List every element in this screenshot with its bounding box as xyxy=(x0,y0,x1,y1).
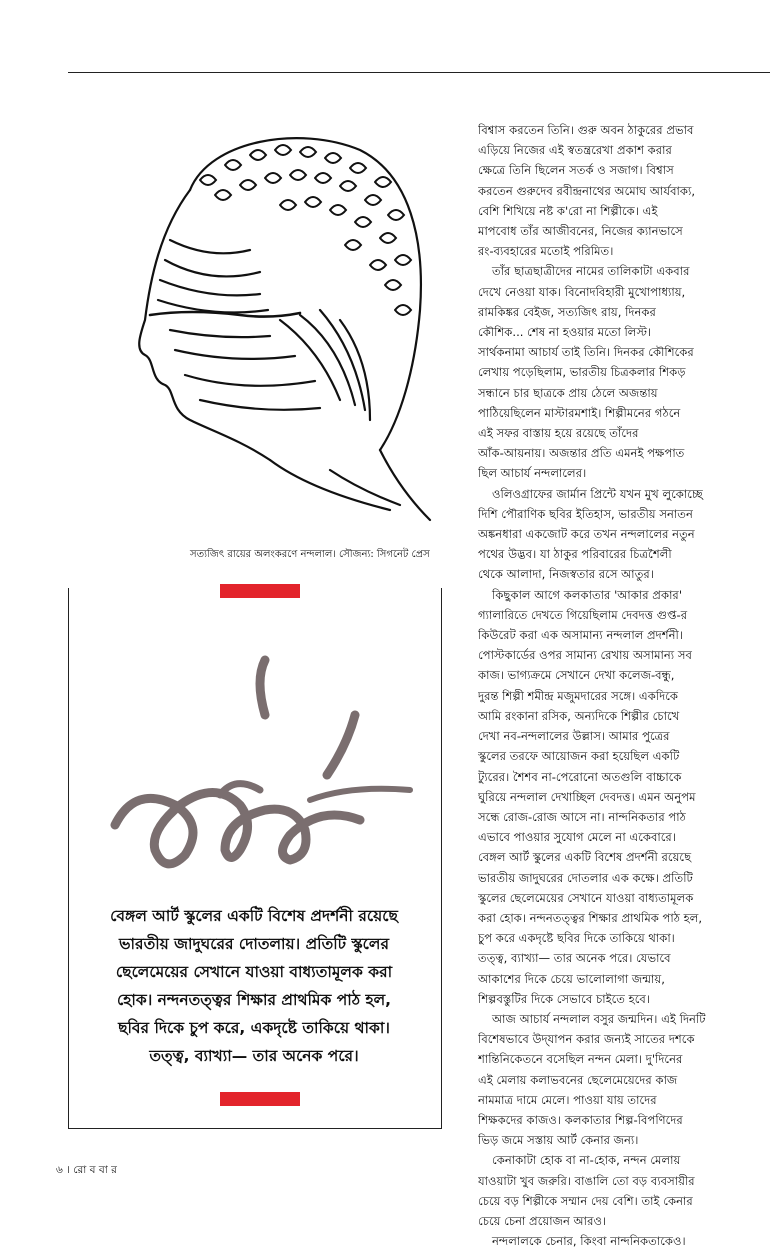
article-line: শিল্পবস্তুটির দিকে সেভাবে চাইতে হবে। xyxy=(478,991,651,1006)
article-line: সন্ধে রোজ-রোজ আসে না। নান্দনিকতার পাঠ xyxy=(478,809,686,824)
article-line: দুরন্ত শিল্পী শমীন্দ্র মজুমদারের সঙ্গে। একদিকে xyxy=(478,688,679,703)
article-line: চেয়ে চেনা প্রয়োজন আরও। xyxy=(478,1213,607,1228)
article-line: পাঠিয়েছিলেন মাস্টারমশাই। শিল্পীমনের গঠনে xyxy=(478,405,681,420)
article-line: কৌশিক... শেষ না হওয়ার মতো লিস্ট। xyxy=(478,325,652,340)
article-line: রামকিঙ্কর বেইজ, সত্যজিৎ রায়, দিনকর xyxy=(478,304,656,319)
nandalal-signature xyxy=(100,620,420,880)
page-folio: ৬ । রো ব বা র xyxy=(56,1164,117,1176)
article-line: শিক্ষকদের কাজও। কলকাতার শিল্প-বিপণিদের xyxy=(478,1112,683,1127)
article-line: বিশেষভাবে উদ্‌যাপন করার জন্যই সাতের দশকে xyxy=(478,1032,695,1047)
article-line: দিশি পৌরাণিক ছবির ইতিহাস, ভারতীয় সনাতন xyxy=(478,506,693,521)
pull-quote-line: ছেলেমেয়ের সেখানে যাওয়া বাধ্যতামূলক করা xyxy=(115,963,393,981)
article-line: তত্ত্ব, ব্যাখ্যা— তার অনেক পরে। যেভাবে xyxy=(478,951,671,966)
pull-quote-line: তত্ত্ব, ব্যাখ্যা— তার অনেক পরে। xyxy=(149,1047,359,1065)
article-line: নামমাত্র দামে মেলে। পাওয়া যায় তাদের xyxy=(478,1092,657,1107)
article-line: অঙ্কনধারা একজোট করে তখন নন্দলালের নতুন xyxy=(478,527,695,542)
article-line: কেনাকাটা হোক বা না-হোক, নন্দন মেলায় xyxy=(492,1153,681,1168)
article-line: চেয়ে বড় শিল্পীকে সম্মান দেয় বেশি। তাই কেনার xyxy=(478,1193,693,1208)
article-line: ঘুরিয়ে নন্দলাল দেখাচ্ছিল দেবদত্ত। এমন অনুপম xyxy=(478,789,696,804)
article-line: পোস্টকার্ডের ওপর সামান্য রেখায় অসামান্য সব xyxy=(478,648,692,663)
pull-quote-line: ছবির দিকে চুপ করে, একদৃষ্টে তাকিয়ে থাকা। xyxy=(118,1019,390,1037)
article-line: তাঁর ছাত্রছাত্রীদের নামের তালিকাটা একবার xyxy=(492,264,690,279)
red-accent-bar-top xyxy=(220,584,300,598)
article-line: সার্থকনামা আচার্য তাই তিনি। দিনকর কৌশিকের xyxy=(478,345,694,360)
article-line: রং-ব্যবহারের মতোই পরিমিত। xyxy=(478,244,614,259)
column-divider xyxy=(441,588,442,1128)
article-line: মাপবোধ তাঁর আজীবনের, নিজের ক্যানভাসে xyxy=(478,224,683,239)
article-line: চুপ করে একদৃষ্টে ছবির দিকে তাকিয়ে থাকা। xyxy=(478,931,675,946)
article-line: সন্ধানে চার ছাত্রকে প্রায় ঠেলে অজন্তায় xyxy=(478,385,658,400)
article-line: ওলিওগ্রাফের জার্মান প্রিন্টে যখন মুখ লুকোচ্ছে xyxy=(492,486,703,501)
box-left-rule xyxy=(68,588,69,1128)
portrait-illustration xyxy=(130,120,440,540)
article-line: থেকে আলাদা, নিজস্বতার রসে আতুর। xyxy=(478,567,654,582)
article-body xyxy=(478,120,768,1251)
article-line: কিছুকাল আগে কলকাতার 'আকার প্রকার' xyxy=(492,587,683,602)
top-rule xyxy=(68,72,770,73)
article-line: স্কুলের তরফে আয়োজন করা হয়েছিল একটি xyxy=(478,749,680,764)
article-line: লেখায় পড়েছিলাম, ভারতীয় চিত্রকলার শিকড় xyxy=(478,365,686,380)
article-line: ভারতীয় জাদুঘরের দোতলার এক কক্ষে। প্রতিটি xyxy=(478,870,693,885)
article-line: বিশ্বাস করতেন তিনি। গুরু অবন ঠাকুরের প্রভাব xyxy=(478,123,694,137)
article-line: করতেন গুরুদেব রবীন্দ্রনাথের অমোঘ আর্যবাক্য, xyxy=(478,183,696,198)
article-line: করা হোক। নন্দনতত্ত্বর শিক্ষার প্রাথমিক পাঠ হল, xyxy=(478,910,703,925)
article-line: যাওয়াটা খুব জরুরি। বাঙালি তো বড় ব্যবসায়ীর xyxy=(478,1173,695,1188)
article-line: দেখে নেওয়া যাক। বিনোদবিহারী মুখোপাধ্যায়, xyxy=(478,284,686,299)
article-line: পথের উদ্ভব। যা ঠাকুর পরিবারের চিত্রশৈলী xyxy=(478,547,672,562)
red-accent-bar-bottom xyxy=(220,1092,300,1106)
article-line: আজ আচার্য নন্দলাল বসুর জন্মদিন। এই দিনটি xyxy=(492,1011,706,1026)
article-line: এড়িয়ে নিজের এই স্বতন্ত্ররেখা প্রকাশ করার xyxy=(478,143,672,158)
article-line: এই সফর বাস্তায় হয়ে রয়েছে তাঁদের xyxy=(478,426,639,441)
box-bottom-rule xyxy=(68,1128,442,1129)
article-line: বেশি শিখিয়ে নষ্ট ক'রো না শিল্পীকে। এই xyxy=(478,203,658,218)
article-line: নন্দলালকে চেনার, কিংবা নান্দনিকতাকেও। xyxy=(492,1234,686,1249)
article-line: আমি রংকানা রসিক, অন্যদিকে শিল্পীর চোখে xyxy=(478,708,680,723)
article-line: দেখা নব-নন্দলালের উল্লাস। আমার পুত্রের xyxy=(478,729,670,744)
article-line: কাজ। ভাগ্যক্রমে সেখানে দেখা কলেজ-বন্ধু, xyxy=(478,668,675,683)
article-line: গ্যালারিতে দেখতে গিয়েছিলাম দেবদত্ত গুপ্ত-র xyxy=(478,607,688,622)
article-line: ট্যুরের। শৈশব না-পেরোনো অতগুলি বাচ্চাকে xyxy=(478,769,682,784)
image-caption: সত্যজিৎ রায়ের অলংকরণে নন্দলাল। সৌজন্য: সিগনেট প্রেস xyxy=(190,549,430,560)
article-line: কিউরেট করা এক অসামান্য নন্দলাল প্রদর্শনী। xyxy=(478,628,684,643)
article-line: ভিড় জমে সস্তায় আর্ট কেনার জন্য। xyxy=(478,1133,639,1148)
pull-quote-line: হোক। নন্দনতত্ত্বর শিক্ষার প্রাথমিক পাঠ হল, xyxy=(116,991,392,1009)
article-line: বেঙ্গল আর্ট স্কুলের একটি বিশেষ প্রদর্শনী রয়েছে xyxy=(478,850,692,865)
article-line: ক্ষেত্রে তিনি ছিলেন সতর্ক ও সজাগ। বিশ্বাস xyxy=(478,163,674,178)
article-line: শান্তিনিকেতনে বসেছিল নন্দন মেলা। দু'দিনের xyxy=(478,1052,683,1067)
article-line: ছিল আচার্য নন্দলালের। xyxy=(478,466,587,481)
article-line: আঁক-আয়নায়। অজন্তার প্রতি এমনই পক্ষপাত xyxy=(478,446,685,461)
pull-quote-line: বেঙ্গল আর্ট স্কুলের একটি বিশেষ প্রদর্শনী রয়েছে xyxy=(110,907,398,925)
article-line: স্কুলের ছেলেমেয়ের সেখানে যাওয়া বাধ্যতামূলক xyxy=(478,890,694,905)
pull-quote xyxy=(72,902,436,1070)
article-line: এই মেলায় কলাভবনের ছেলেমেয়েদের কাজ xyxy=(478,1072,678,1087)
article-line: আকাশের দিকে চেয়ে ভালোলাগা জন্মায়, xyxy=(478,971,665,986)
pull-quote-line: ভারতীয় জাদুঘরের দোতলায়। প্রতিটি স্কুলের xyxy=(119,935,389,953)
article-line: এভাবে পাওয়ার সুযোগ মেলে না একেবারে। xyxy=(478,830,676,845)
